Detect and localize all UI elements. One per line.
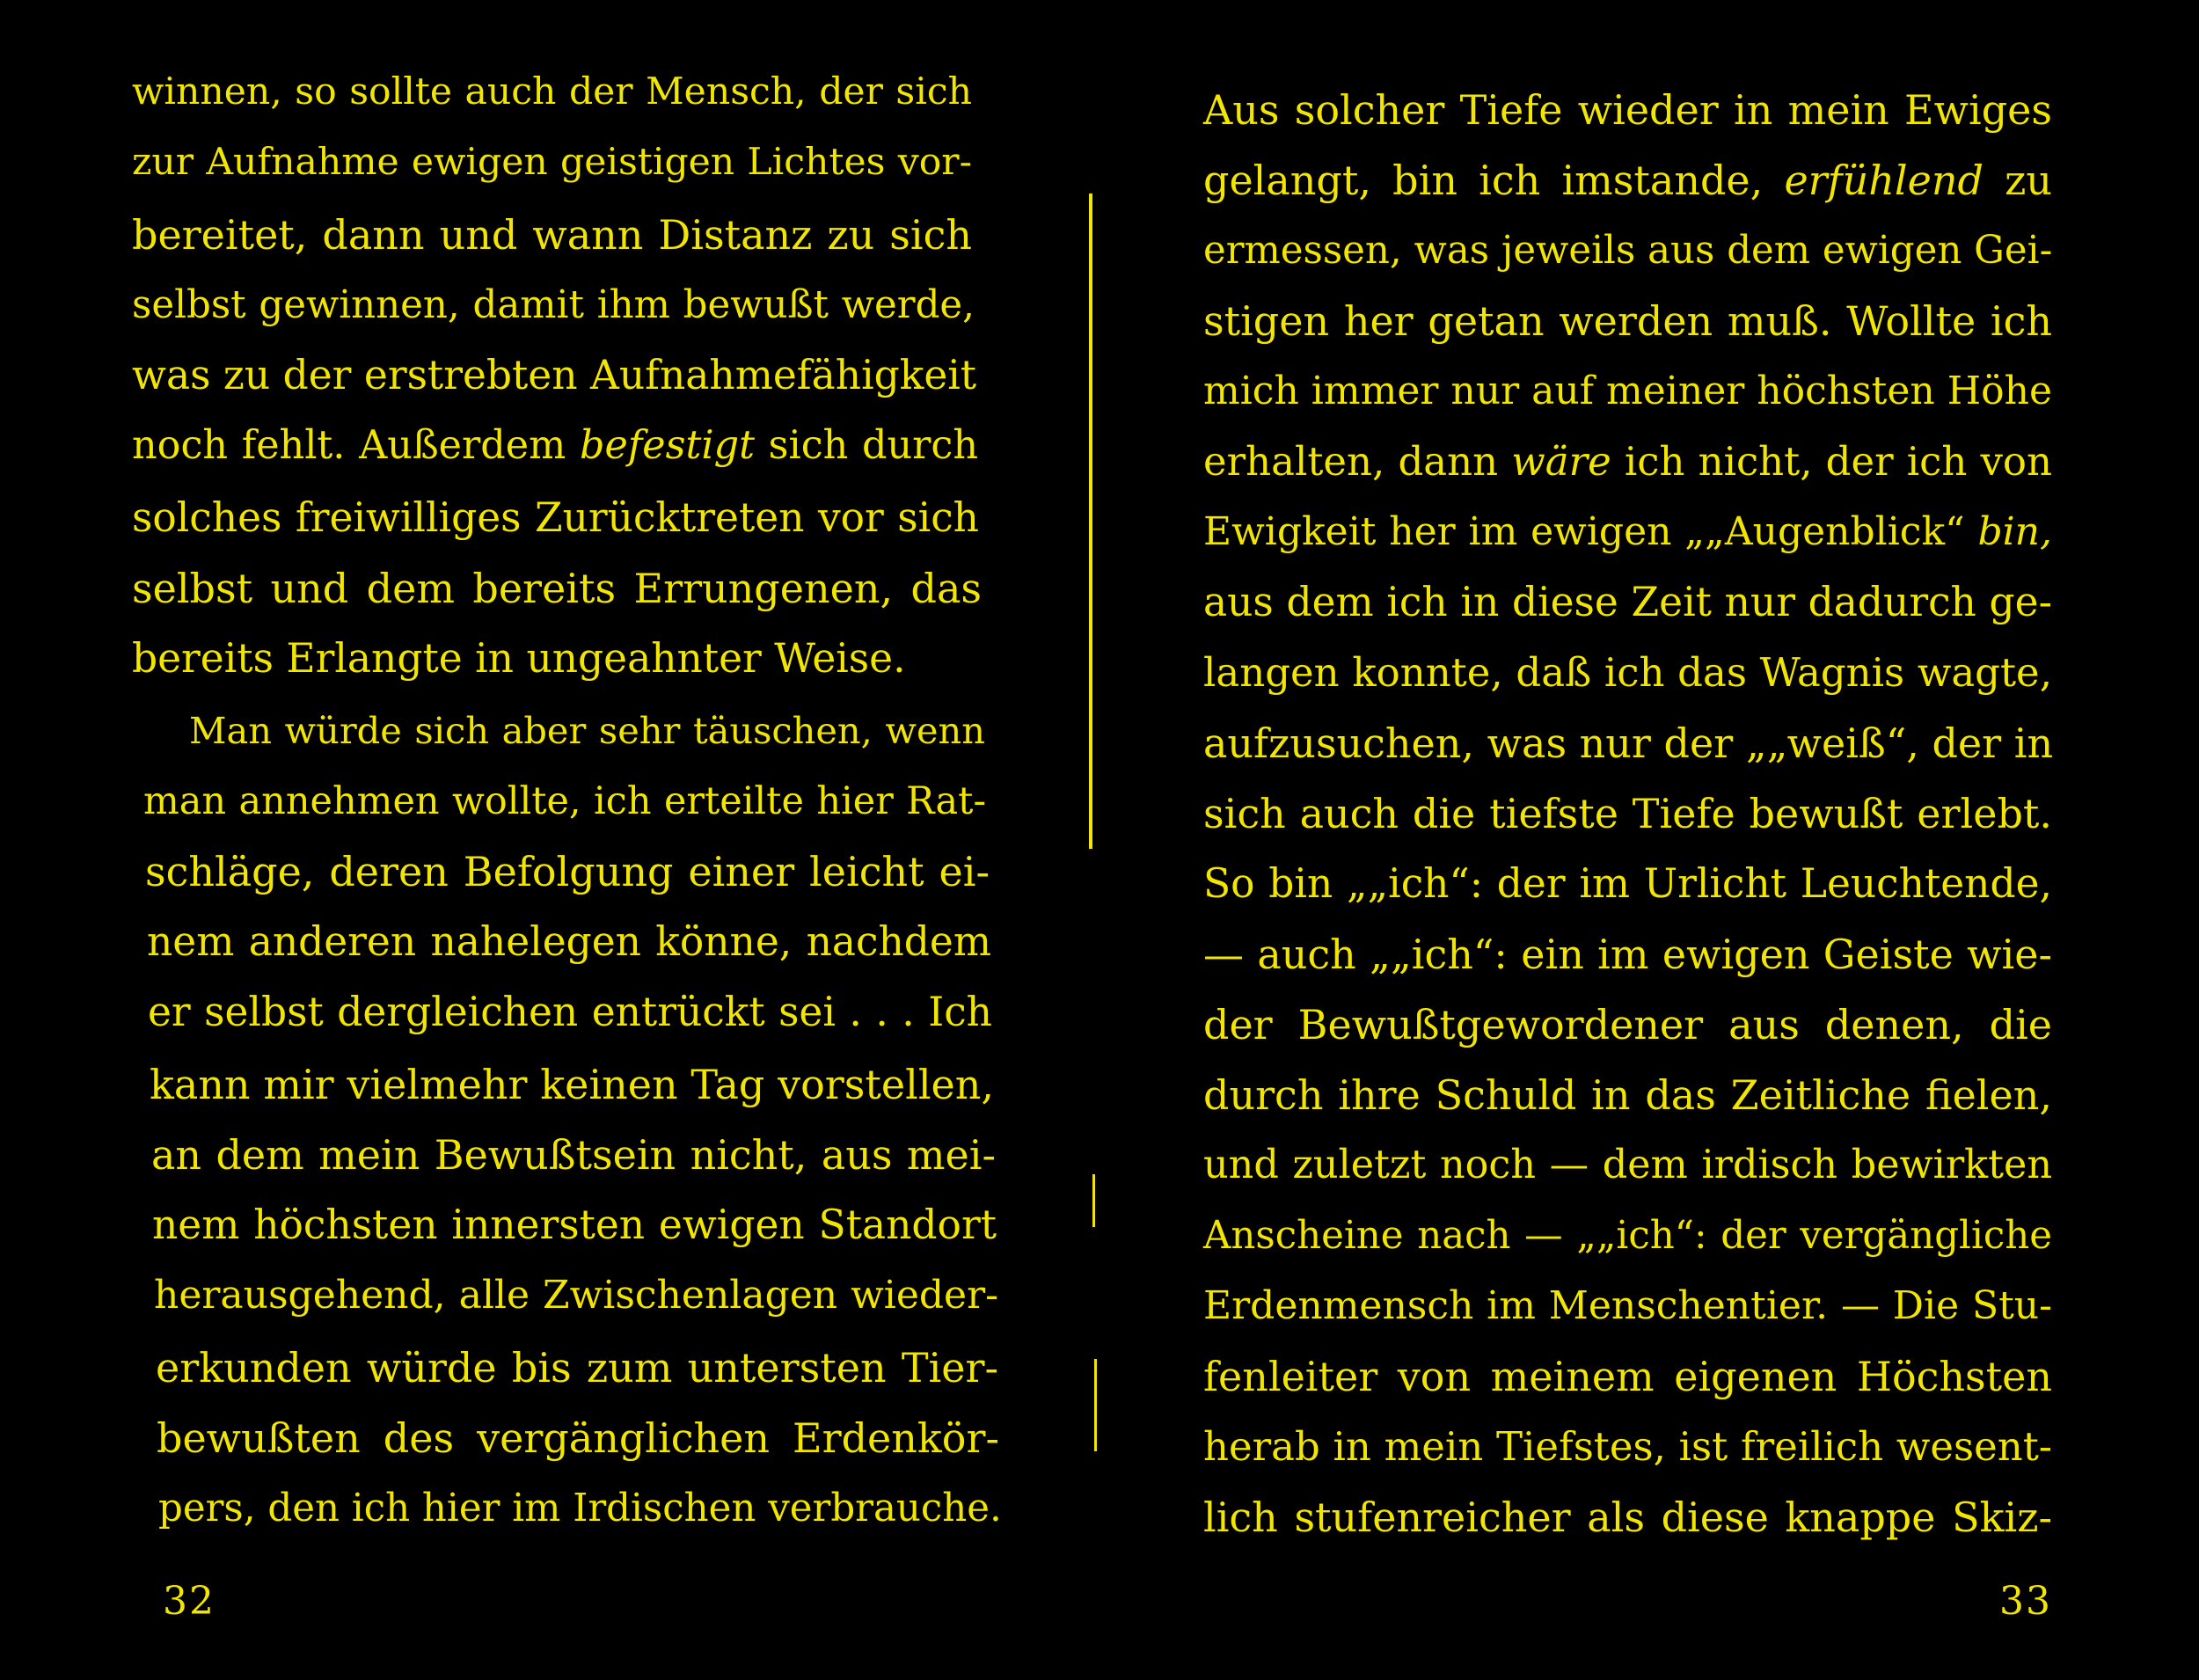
right-line-7-italic: bin, <box>1977 509 2052 554</box>
left-line-6-head: noch fehlt. Außerdem <box>132 423 580 468</box>
left-line-7: solches freiwilliges Zurücktreten vor sich <box>132 494 979 541</box>
right-line-4: stigen her getan werden muß. Wollte ich <box>1203 297 2052 345</box>
left-line-16: an dem mein Bewußtsein nicht, aus mei- <box>151 1131 996 1179</box>
left-line-4: selbst gewinnen, damit ihm bewußt werde, <box>132 283 975 327</box>
right-line-8: aus dem ich in diese Zeit nur dadurch ge- <box>1203 579 2052 625</box>
right-line-11: sich auch die tiefste Tiefe bewußt erlebt. <box>1203 790 2052 837</box>
right-line-6-tail: ich nicht, der ich von <box>1611 438 2052 485</box>
right-line-6-head: erhalten, dann <box>1203 438 1512 485</box>
left-line-1: winnen, so sollte auch der Mensch, der sich <box>132 70 972 113</box>
left-line-6 <box>132 415 978 477</box>
left-line-20: bewußten des vergänglichen Erdenkör- <box>157 1414 999 1462</box>
right-line-21: lich stufenreicher als diese knappe Skiz- <box>1203 1494 2052 1541</box>
right-line-13: — auch „„ich“: ein im ewigen Geiste wie- <box>1203 931 2052 978</box>
right-line-6-italic: wäre <box>1511 438 1611 485</box>
right-line-2 <box>1203 150 2052 211</box>
right-line-1: Aus solcher Tiefe wieder in mein Ewiges <box>1203 86 2052 134</box>
page-number-right: 33 <box>1999 1579 2052 1624</box>
right-line-3: ermessen, was jeweils aus dem ewigen Gei- <box>1203 229 2053 273</box>
right-line-2-tail: zu <box>1983 157 2052 204</box>
page-number-left: 32 <box>163 1579 216 1624</box>
right-line-20: herab in mein Tiefstes, ist freilich wesent- <box>1203 1423 2052 1470</box>
left-line-18: herausgehend, alle Zwischenlagen wieder- <box>154 1273 998 1318</box>
right-line-14: der Bewußtgewordener aus denen, die <box>1203 1001 2052 1048</box>
left-line-11: man annehmen wollte, ich erteilte hier Rat- <box>143 779 986 823</box>
right-line-7-head: Ewigkeit her im ewigen „„Augenblick“ <box>1203 509 1978 554</box>
left-line-3: bereitet, dann und wann Distanz zu sich <box>132 211 972 259</box>
right-line-18: Erdenmensch im Menschentier. — Die Stu- <box>1203 1283 2052 1328</box>
right-line-12: So bin „„ich“: der im Urlicht Leuchtende, <box>1203 860 2052 907</box>
left-line-5: was zu der erstrebten Aufnahmefähigkeit <box>132 352 977 398</box>
right-line-17: Anscheine nach — „„ich“: der vergängliche <box>1203 1214 2052 1258</box>
left-line-2: zur Aufnahme ewigen geistigen Lichtes vor- <box>132 141 972 184</box>
right-line-7 <box>1203 501 2052 563</box>
right-line-16: und zuletzt noch — dem irdisch bewirkten <box>1203 1143 2052 1187</box>
right-line-2-head: gelangt, bin ich imstande, <box>1203 157 1785 204</box>
right-line-6 <box>1203 431 2052 493</box>
left-line-12: schläge, deren Befolgung einer leicht ei- <box>145 848 990 895</box>
gutter-line <box>1089 194 1092 849</box>
left-line-6-italic: befestigt <box>580 423 755 468</box>
left-line-6-tail: sich durch <box>754 423 978 468</box>
left-line-14: er selbst dergleichen entrückt sei . . . Ich <box>148 989 992 1035</box>
right-line-2-italic: erfühlend <box>1784 157 1983 204</box>
right-line-10: aufzusuchen, was nur der „„weiß“, der in <box>1203 719 2054 767</box>
left-line-8: selbst und dem bereits Errungenen, das <box>132 565 982 612</box>
left-line-15: kann mir vielmehr keinen Tag vorstellen, <box>150 1061 994 1108</box>
left-line-17: nem höchsten innersten ewigen Standort <box>152 1202 997 1248</box>
left-line-9: bereits Erlangte in ungeahnter Weise. <box>132 635 906 682</box>
left-line-13: nem anderen nahelegen könne, nachdem <box>147 918 991 965</box>
gutter-mark-lower <box>1094 1359 1097 1451</box>
left-line-21: pers, den ich hier im Irdischen verbrauche. <box>158 1486 1002 1530</box>
gutter-mark-small <box>1092 1174 1095 1227</box>
left-line-10: Man würde sich aber sehr täuschen, wenn <box>189 709 985 752</box>
right-line-9: langen konnte, daß ich das Wagnis wagte, <box>1203 649 2052 696</box>
right-line-15: durch ihre Schuld in das Zeitliche fielen, <box>1203 1071 2052 1119</box>
right-line-19: fenleiter von meinem eigenen Höchsten <box>1203 1353 2052 1400</box>
left-line-19: erkunden würde bis zum untersten Tier- <box>156 1344 998 1391</box>
right-line-5: mich immer nur auf meiner höchsten Höhe <box>1203 369 2052 413</box>
